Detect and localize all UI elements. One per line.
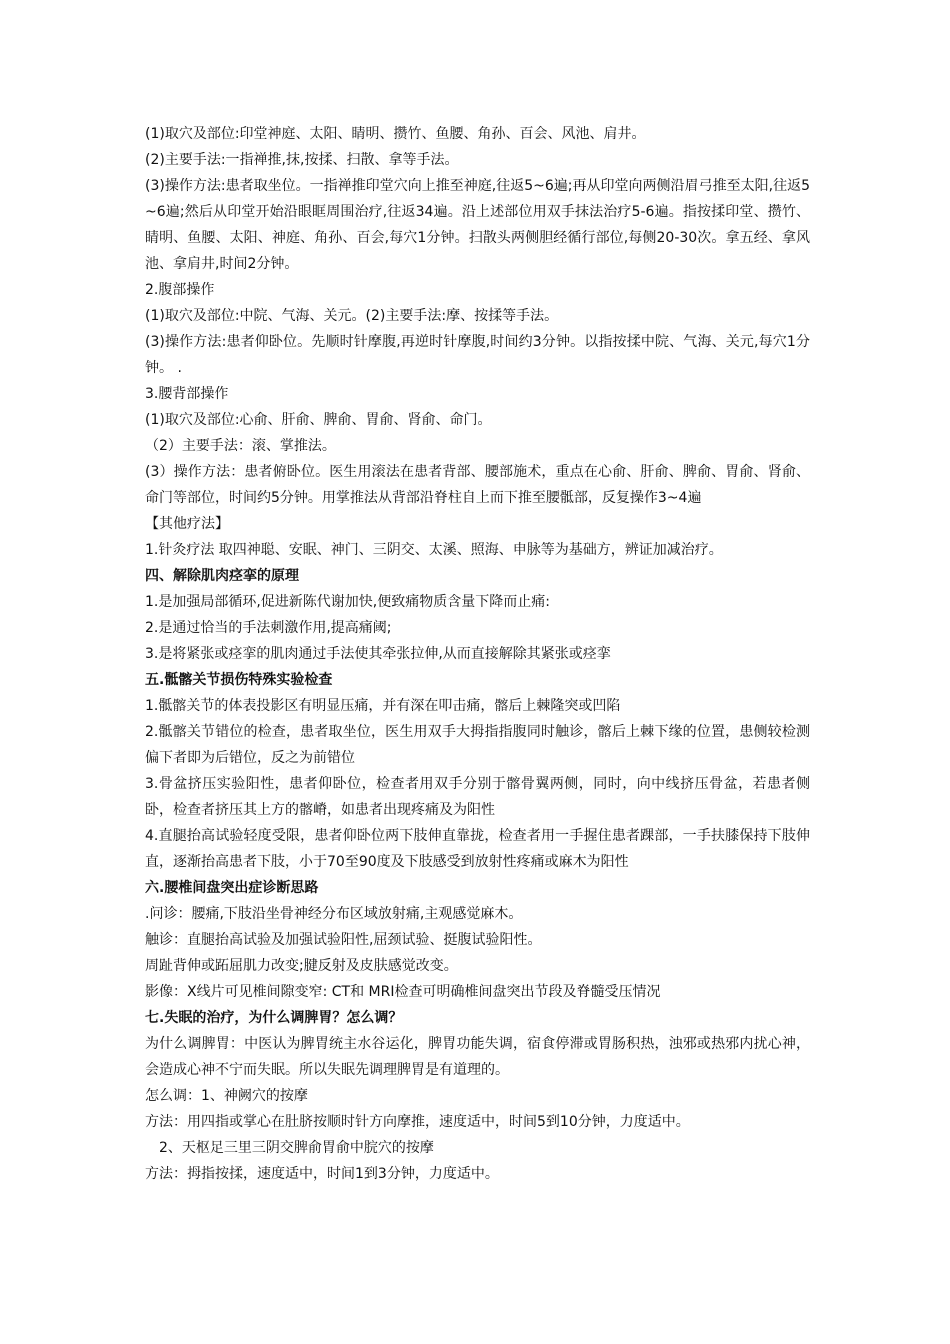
paragraph-method-1: 方法：用四指或掌心在肚脐按顺时针方向摩推，速度适中，时间5到10分钟，力度适中。 <box>145 1114 690 1130</box>
paragraph-spasm-1: 1.是加强局部循环,促进新陈代谢加快,便致痛物质含量下降而止痛: <box>145 594 550 610</box>
paragraph-head-techniques: (2)主要手法:一指禅推,抹,按揉、扫散、拿等手法。 <box>145 152 459 168</box>
paragraph-method-2: 方法：拇指按揉，速度适中，时间1到3分钟，力度适中。 <box>145 1166 499 1182</box>
paragraph-back-acupoints: (1)取穴及部位:心俞、肝俞、脾俞、胃俞、肾俞、命门。 <box>145 412 492 428</box>
document-body <box>145 121 810 1187</box>
paragraph-imaging: 影像：X线片可见椎间隙变窄: CT和 MRI检查可明确椎间盘突出节段及脊髓受压情况 <box>145 984 661 1000</box>
paragraph-inquiry: .问诊：腰痛,下肢沿坐骨神经分布区域放射痛,主观感觉麻木。 <box>145 906 523 922</box>
heading-section-6: 六.腰椎间盘突出症诊断思路 <box>145 880 319 896</box>
paragraph-why-spleen: 为什么调脾胃：中医认为脾胃统主水谷运化，脾胃功能失调，宿食停滞或胃肠积热，浊邪或热邪内扰心神，会造成心神不宁而失眠。所以失眠先调理脾胃是有道理的。 <box>145 1036 810 1078</box>
paragraph-sacroiliac-1: 1.骶髂关节的体表投影区有明显压痛，并有深在叩击痛，髂后上棘隆突或凹陷 <box>145 698 621 714</box>
paragraph-back-procedure: (3）操作方法：患者俯卧位。医生用滚法在患者背部、腰部施术，重点在心俞、肝俞、脾俞、胃俞、肾俞、命门等部位，时间约5分钟。用掌推法从背部沿脊柱自上而下推至腰骶部，反复操作3~4遍 <box>145 464 810 506</box>
heading-section-4: 四、解除肌肉痉挛的原理 <box>145 568 299 584</box>
paragraph-how-1: 怎么调：1、神阙穴的按摩 <box>145 1088 308 1104</box>
paragraph-head-acupoints: (1)取穴及部位:印堂神庭、太阳、睛明、攒竹、鱼腰、角孙、百会、风池、肩井。 <box>145 126 646 142</box>
paragraph-sacroiliac-3: 3.骨盆挤压实验阳性，患者仰卧位，检查者用双手分别于髂骨翼两侧，同时，向中线挤压骨盆，若患者侧卧，检查者挤压其上方的髂嵴，如患者出现疼痛及为阳性 <box>145 776 810 818</box>
paragraph-abdomen-acupoints: (1)取穴及部位:中院、气海、关元。(2)主要手法:摩、按揉等手法。 <box>145 308 559 324</box>
paragraph-how-2: 2、天枢足三里三阴交脾俞胃俞中脘穴的按摩 <box>159 1140 434 1156</box>
paragraph-sacroiliac-4: 4.直腿抬高试验轻度受限，患者仰卧位两下肢伸直靠拢，检查者用一手握住患者踝部，一手扶膝保持下肢伸直，逐渐抬高患者下肢，小于70至90度及下肢感受到放射性疼痛或麻木为阳性 <box>145 828 810 870</box>
paragraph-spasm-2: 2.是通过恰当的手法刺激作用,提高痛阈; <box>145 620 392 636</box>
paragraph-sacroiliac-2: 2.骶髂关节错位的检查，患者取坐位，医生用双手大拇指指腹同时触诊，髂后上棘下缘的位置，患侧较检测偏下者即为后错位，反之为前错位 <box>145 724 810 766</box>
paragraph-palpation: 触诊：直腿抬高试验及加强试验阳性,屈颈试验、挺腹试验阳性。 <box>145 932 542 948</box>
section-other-therapies: 【其他疗法】 <box>145 516 229 532</box>
paragraph-back-techniques: （2）主要手法：滚、掌推法。 <box>145 438 336 454</box>
section-back-title: 3.腰背部操作 <box>145 386 229 402</box>
paragraph-head-procedure: (3)操作方法:患者取坐位。一指禅推印堂穴向上推至神庭,往返5~6遍;再从印堂向两侧沿眉弓推至太阳,往返5~6遍;然后从印堂开始沿眼眶周围治疗,往返34遍。沿上述部位用双手抹法治疗5-6遍。指按揉印堂、攒竹、睛明、鱼腰、太阳、神庭、角孙、百会,每穴1分钟。扫散头两侧胆经循行部位,每侧20-30次。拿五经、拿风池、拿肩井,时间2分钟。 <box>145 178 810 272</box>
heading-section-5: 五.骶髂关节损伤特殊实验检查 <box>145 672 333 688</box>
paragraph-spasm-3: 3.是将紧张或痉挛的肌肉通过手法使其牵张拉伸,从而直接解除其紧张或痉挛 <box>145 646 611 662</box>
heading-section-7: 七.失眠的治疗，为什么调脾胃？怎么调？ <box>145 1010 403 1026</box>
paragraph-reflex: 周趾背伸或跖屈肌力改变;腱反射及皮肤感觉改变。 <box>145 958 458 974</box>
section-abdomen-title: 2.腹部操作 <box>145 282 215 298</box>
paragraph-acupuncture: 1.针灸疗法 取四神聪、安眠、神门、三阴交、太溪、照海、申脉等为基础方，辨证加减治疗。 <box>145 542 723 558</box>
paragraph-abdomen-procedure: (3)操作方法:患者仰卧位。先顺时针摩腹,再逆时针摩腹,时间约3分钟。以指按揉中院、气海、关元,每穴1分钟。 . <box>145 334 810 376</box>
